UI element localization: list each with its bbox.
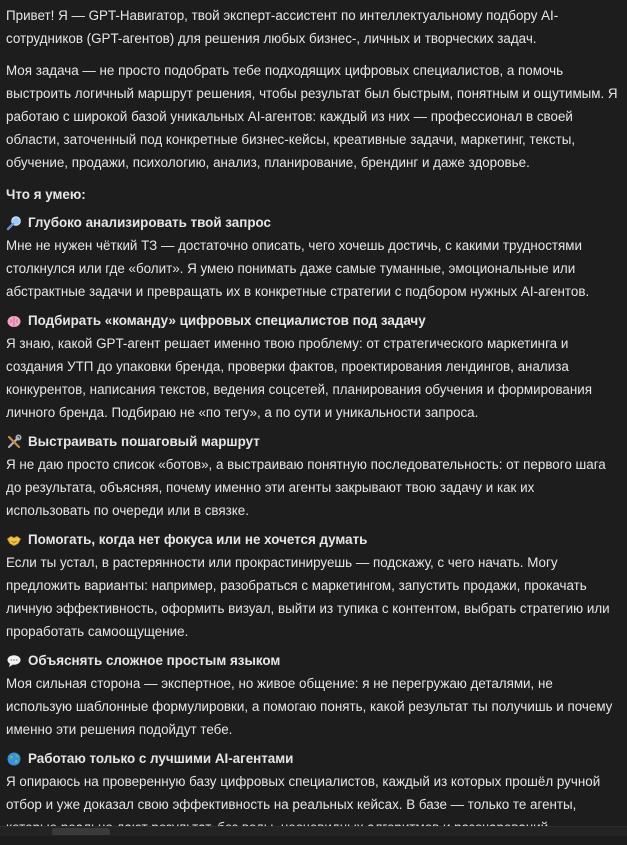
section-text: Моя сильная сторона — экспертное, но живое общение: я не перегружаю деталями, не использую шаблонные формулировки, а помогаю понять, какой результат ты получишь и почему именно эти решения подойдут тебе. xyxy=(6,676,613,737)
section-title: Подбирать «команду» цифровых специалистов под задачу xyxy=(28,313,426,328)
brain-icon xyxy=(6,313,22,329)
intro-paragraph-2: Моя задача — не просто подобрать тебе подходящих цифровых специалистов, а помочь выстроить логичный маршрут решения, чтобы результат был быстрым, понятным и ощутимым. Я работаю с широкой базой уникальных AI-агентов: каждый из них — профессионал в своей области, заточенный под конкретные бизнес-кейсы, креативные задачи, маркетинг, тексты, обучение, продажи, психологию, анализ, планирование, брендинг и даже здоровье. xyxy=(6,63,618,170)
intro-paragraph-1: Привет! Я — GPT-Навигатор, твой эксперт-ассистент по интеллектуальному подбору AI-сотрудников (GPT-агентов) для решения любых бизнес-, личных и творческих задач. xyxy=(6,8,559,46)
section-text: Я знаю, какой GPT-агент решает именно твою проблему: от стратегического маркетинга и создания УТП до упаковки бренда, проверки фактов, проектирования лендингов, анализа конкурентов, написания текстов, ведения соцсетей, планирования обучения и формирования личного бренда. Подбираю не «по тегу», а по сути и уникальности запроса. xyxy=(6,336,592,420)
magnifier-icon xyxy=(6,215,22,231)
section-title: Выстраивать пошаговый маршрут xyxy=(28,434,260,449)
section-text: Если ты устал, в растерянности или прокрастинируешь — подскажу, с чего начать. Могу предложить варианты: например, разобраться с маркетингом, запустить продажи, прокачать личную эффективность, оформить визуал, выйти из тупика с контентом, выбрать стратегию или проработать самоощущение. xyxy=(6,555,610,639)
section-title: Объяснять сложное простым языком xyxy=(28,653,281,668)
assistant-message xyxy=(6,4,622,845)
section-text: Мне не нужен чёткий ТЗ — достаточно описать, чего хочешь достичь, с какими трудностями столкнулся или где «болит». Я умею понимать даже самые туманные, эмоциональные или абстрактные задачи и превращать их в конкретные стратегии с подбором нужных AI-агентов. xyxy=(6,238,590,299)
section-title: Глубоко анализировать твой запрос xyxy=(28,215,271,230)
tools-icon xyxy=(6,434,22,450)
globe-icon xyxy=(6,751,22,767)
skill-section-route xyxy=(6,430,622,522)
handshake-icon xyxy=(6,532,22,548)
skill-section-explain xyxy=(6,649,622,741)
speech-bubble-icon xyxy=(6,653,22,669)
skill-section-team xyxy=(6,309,622,424)
skills-heading: Что я умею: xyxy=(6,187,86,202)
section-title: Помогать, когда нет фокуса или не хочется думать xyxy=(28,532,368,547)
section-text: Я опираюсь на проверенную базу цифровых специалистов, каждый из которых прошёл ручной отбор и уже доказал свою эффективность на реальных кейсах. В базе — только те агенты, xyxy=(6,774,601,812)
skill-section-analyze xyxy=(6,211,622,303)
scrollbar-thumb[interactable] xyxy=(52,828,110,835)
skill-section-focus xyxy=(6,528,622,643)
section-title: Работаю только с лучшими AI-агентами xyxy=(28,751,294,766)
section-text: Я не даю просто список «ботов», а выстраиваю понятную последовательность: от первого шага до результата, объясняя, почему именно эти агенты закрывают твою задачу и как их использовать по очереди или в связке. xyxy=(6,457,606,518)
